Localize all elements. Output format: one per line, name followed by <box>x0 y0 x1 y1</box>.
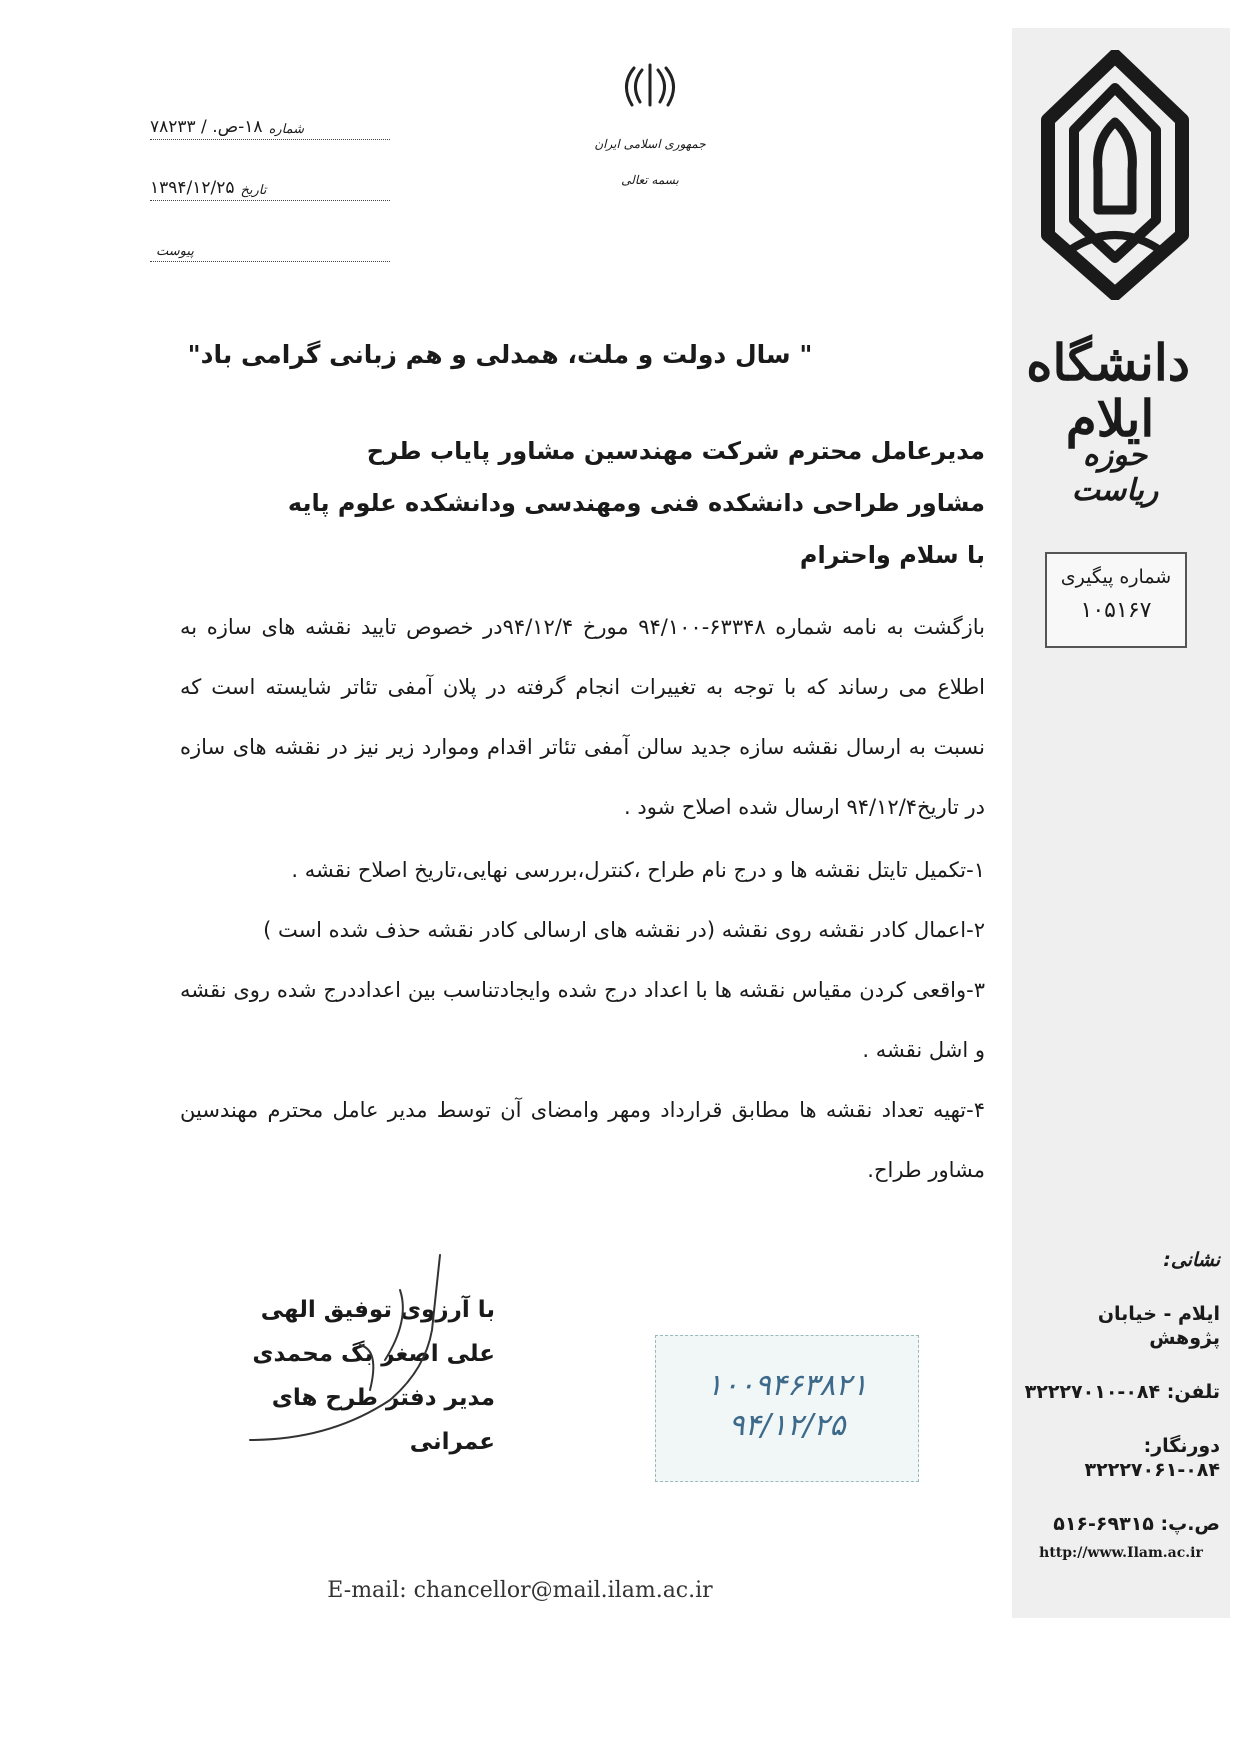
date-label: تاریخ <box>240 183 267 198</box>
recipient-line-1: مدیرعامل محترم شرکت مهندسین مشاور پایاب طرح <box>366 437 985 465</box>
iran-emblem-icon <box>620 60 680 110</box>
fax: دورنگار: ۰۸۴-۳۲۲۲۷۰۶۱ <box>1084 1435 1220 1481</box>
closing-line: با آرزوی توفیق الهی <box>260 1297 495 1323</box>
letter-body <box>180 597 985 837</box>
emblem-captions <box>575 135 725 207</box>
contact-info <box>1022 1248 1220 1566</box>
list-item: ۳-واقعی کردن مقیاس نقشه ها با اعداد درج شده وایجادتناسب بین اعداددرج شده روی نقشه و اشل نقشه . <box>180 978 985 1062</box>
recipient-block <box>180 425 985 581</box>
greeting: با سلام واحترام <box>799 541 985 569</box>
year-motto: " سال دولت و ملت، همدلی و هم زبانی گرامی باد" <box>187 340 813 369</box>
letter-number-label: شماره <box>268 122 305 137</box>
university-name: دانشگاه ایلام <box>1026 333 1190 448</box>
stamp-number: ۱۰۰۹۴۶۳۸۲۱ <box>706 1368 868 1403</box>
stamp-date: ۹۴/۱۲/۲۵ <box>728 1408 846 1443</box>
tracking-number: ۱۰۵۱۶۷ <box>1080 598 1152 623</box>
handwritten-signature <box>210 1250 470 1450</box>
body-paragraph: بازگشت به نامه شماره ۶۳۳۴۸-۹۴/۱۰۰ مورخ ۹۴/۱۲/۴در خصوص تایید نقشه های سازه به اطلاع می رساند که با توجه به تغییرات انجام گرفته در پلان آمفی تئاتر شایسته است که نسبت به ارسال نقشه سازه جدید سالن آمفی تئاتر اقدام وموارد زیر نیز در نقشه های سازه در تاریخ۹۴/۱۲/۴ ارسال شده اصلاح شود . <box>180 615 985 819</box>
signer-title: مدیر دفتر طرح های عمرانی <box>271 1385 495 1455</box>
republic-caption: جمهوری اسلامی ایران <box>594 137 706 151</box>
recipient-line-2: مشاور طراحی دانشکده فنی ومهندسی ودانشکده علوم پایه <box>287 489 985 517</box>
date-row <box>150 156 390 201</box>
address: ایلام - خیابان پژوهش <box>1097 1303 1220 1349</box>
footer-email[interactable]: E-mail: chancellor@mail.ilam.ac.ir <box>327 1578 713 1603</box>
signer-name: علی اصغر بگ محمدی <box>252 1341 495 1367</box>
requirements-list <box>180 840 985 1200</box>
list-item: ۲-اعمال کادر نقشه روی نقشه (در نقشه های ارسالی کادر نقشه حذف شده است ) <box>263 918 985 942</box>
phone: تلفن: ۰۸۴-۳۲۲۲۷۰۱۰ <box>1024 1381 1220 1403</box>
letter-date: ۱۳۹۴/۱۲/۲۵ <box>150 178 235 198</box>
attachment-row <box>150 217 390 262</box>
list-item: ۱-تکمیل تایتل نقشه ها و درج نام طراح ،کنترل،بررسی نهایی،تاریخ اصلاح نقشه . <box>291 858 985 882</box>
list-item: ۴-تهیه تعداد نقشه ها مطابق قرارداد ومهر وامضای آن توسط مدیر عامل محترم مهندسین مشاور طراح. <box>180 1098 985 1182</box>
letter-number: ۱۸-ص. / ۷۸۲۳۳ <box>150 117 263 137</box>
university-logo-icon <box>1040 50 1190 300</box>
registration-stamp <box>655 1335 919 1482</box>
letter-meta <box>150 95 390 278</box>
tracking-label: شماره پیگیری <box>1060 566 1172 588</box>
letter-number-row <box>150 95 390 140</box>
basmala-caption: بسمه تعالی <box>621 173 679 187</box>
po-box: ص.پ: ۶۹۳۱۵-۵۱۶ <box>1053 1513 1220 1535</box>
website-link[interactable]: http://www.Ilam.ac.ir <box>1039 1545 1203 1561</box>
department-name: حوزه ریاست <box>1071 438 1159 508</box>
tracking-number-box <box>1045 552 1187 648</box>
attachment-label: پیوست <box>156 244 194 259</box>
address-label: نشانی: <box>1163 1249 1220 1271</box>
